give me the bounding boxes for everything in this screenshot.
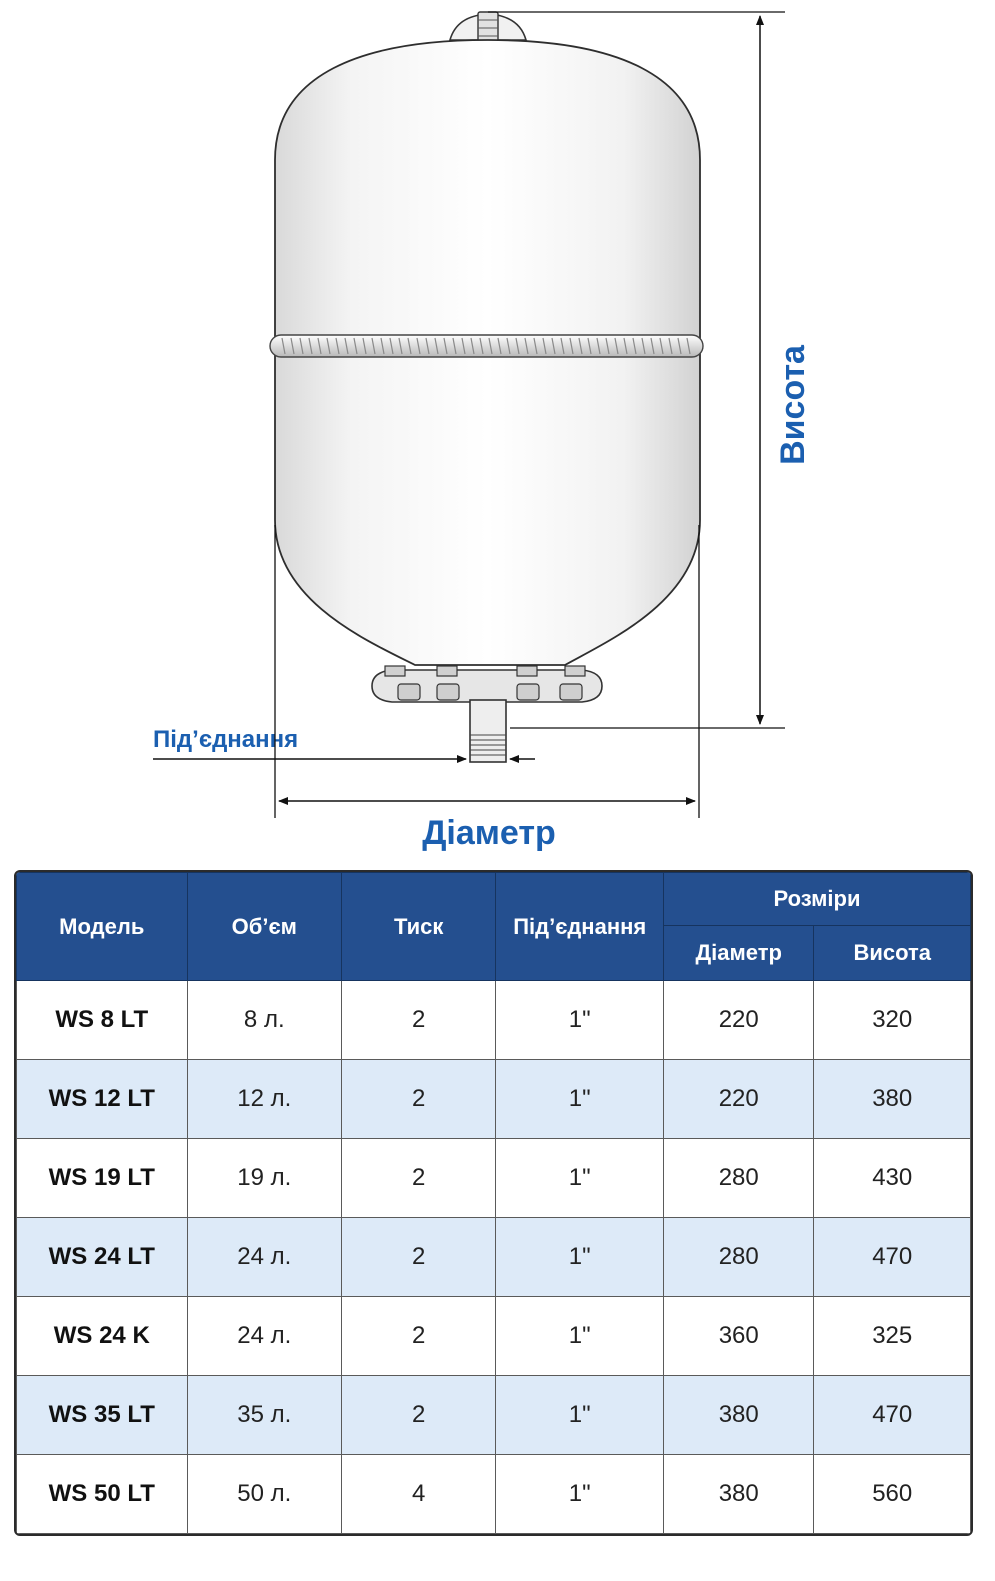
connection-label: Під’єднання: [153, 726, 299, 753]
cell-pressure: 2: [342, 1376, 496, 1455]
cell-height: 320: [814, 981, 971, 1060]
cell-volume: 24 л.: [187, 1218, 341, 1297]
cell-diameter: 360: [663, 1297, 813, 1376]
specs-table: [14, 870, 973, 1536]
cell-model: WS 35 LT: [17, 1376, 188, 1455]
cell-diameter: 220: [663, 1060, 813, 1139]
cell-model: WS 19 LT: [17, 1139, 188, 1218]
cell-volume: 12 л.: [187, 1060, 341, 1139]
cell-model: WS 50 LT: [17, 1455, 188, 1534]
cell-model: WS 24 K: [17, 1297, 188, 1376]
cell-pressure: 2: [342, 1218, 496, 1297]
cell-connection: 1": [496, 1218, 664, 1297]
cell-height: 560: [814, 1455, 971, 1534]
cell-diameter: 380: [663, 1376, 813, 1455]
cell-volume: 8 л.: [187, 981, 341, 1060]
cell-diameter: 380: [663, 1455, 813, 1534]
header-dimensions: Розміри: [663, 873, 970, 926]
weld-seam: [270, 335, 703, 357]
cell-pressure: 2: [342, 1139, 496, 1218]
table-row: [17, 1060, 971, 1139]
cell-height: 380: [814, 1060, 971, 1139]
header-diameter: Діаметр: [663, 926, 813, 981]
bottom-flange: [372, 666, 602, 702]
cell-volume: 50 л.: [187, 1455, 341, 1534]
cell-model: WS 8 LT: [17, 981, 188, 1060]
cell-pressure: 2: [342, 981, 496, 1060]
height-label: Висота: [774, 345, 812, 465]
header-pressure: Тиск: [342, 873, 496, 981]
header-volume: Об’єм: [187, 873, 341, 981]
diameter-label: Діаметр: [422, 814, 556, 852]
cell-volume: 24 л.: [187, 1297, 341, 1376]
cell-volume: 35 л.: [187, 1376, 341, 1455]
cell-diameter: 220: [663, 981, 813, 1060]
cell-height: 470: [814, 1376, 971, 1455]
header-model: Модель: [17, 873, 188, 981]
table-row: [17, 1297, 971, 1376]
cell-volume: 19 л.: [187, 1139, 341, 1218]
cell-diameter: 280: [663, 1139, 813, 1218]
table-row: [17, 981, 971, 1060]
threaded-connection: [470, 700, 506, 762]
cell-connection: 1": [496, 981, 664, 1060]
cell-connection: 1": [496, 1455, 664, 1534]
cell-height: 325: [814, 1297, 971, 1376]
cell-height: 430: [814, 1139, 971, 1218]
header-height: Висота: [814, 926, 971, 981]
cell-pressure: 2: [342, 1060, 496, 1139]
cell-model: WS 12 LT: [17, 1060, 188, 1139]
table-row: [17, 1376, 971, 1455]
cell-height: 470: [814, 1218, 971, 1297]
cell-connection: 1": [496, 1139, 664, 1218]
cell-diameter: 280: [663, 1218, 813, 1297]
table-row: [17, 1139, 971, 1218]
header-connection: Під’єднання: [496, 873, 664, 981]
table-row: [17, 1218, 971, 1297]
cell-pressure: 2: [342, 1297, 496, 1376]
cell-connection: 1": [496, 1060, 664, 1139]
cell-connection: 1": [496, 1376, 664, 1455]
table-row: [17, 1455, 971, 1534]
cell-connection: 1": [496, 1297, 664, 1376]
cell-pressure: 4: [342, 1455, 496, 1534]
cell-model: WS 24 LT: [17, 1218, 188, 1297]
